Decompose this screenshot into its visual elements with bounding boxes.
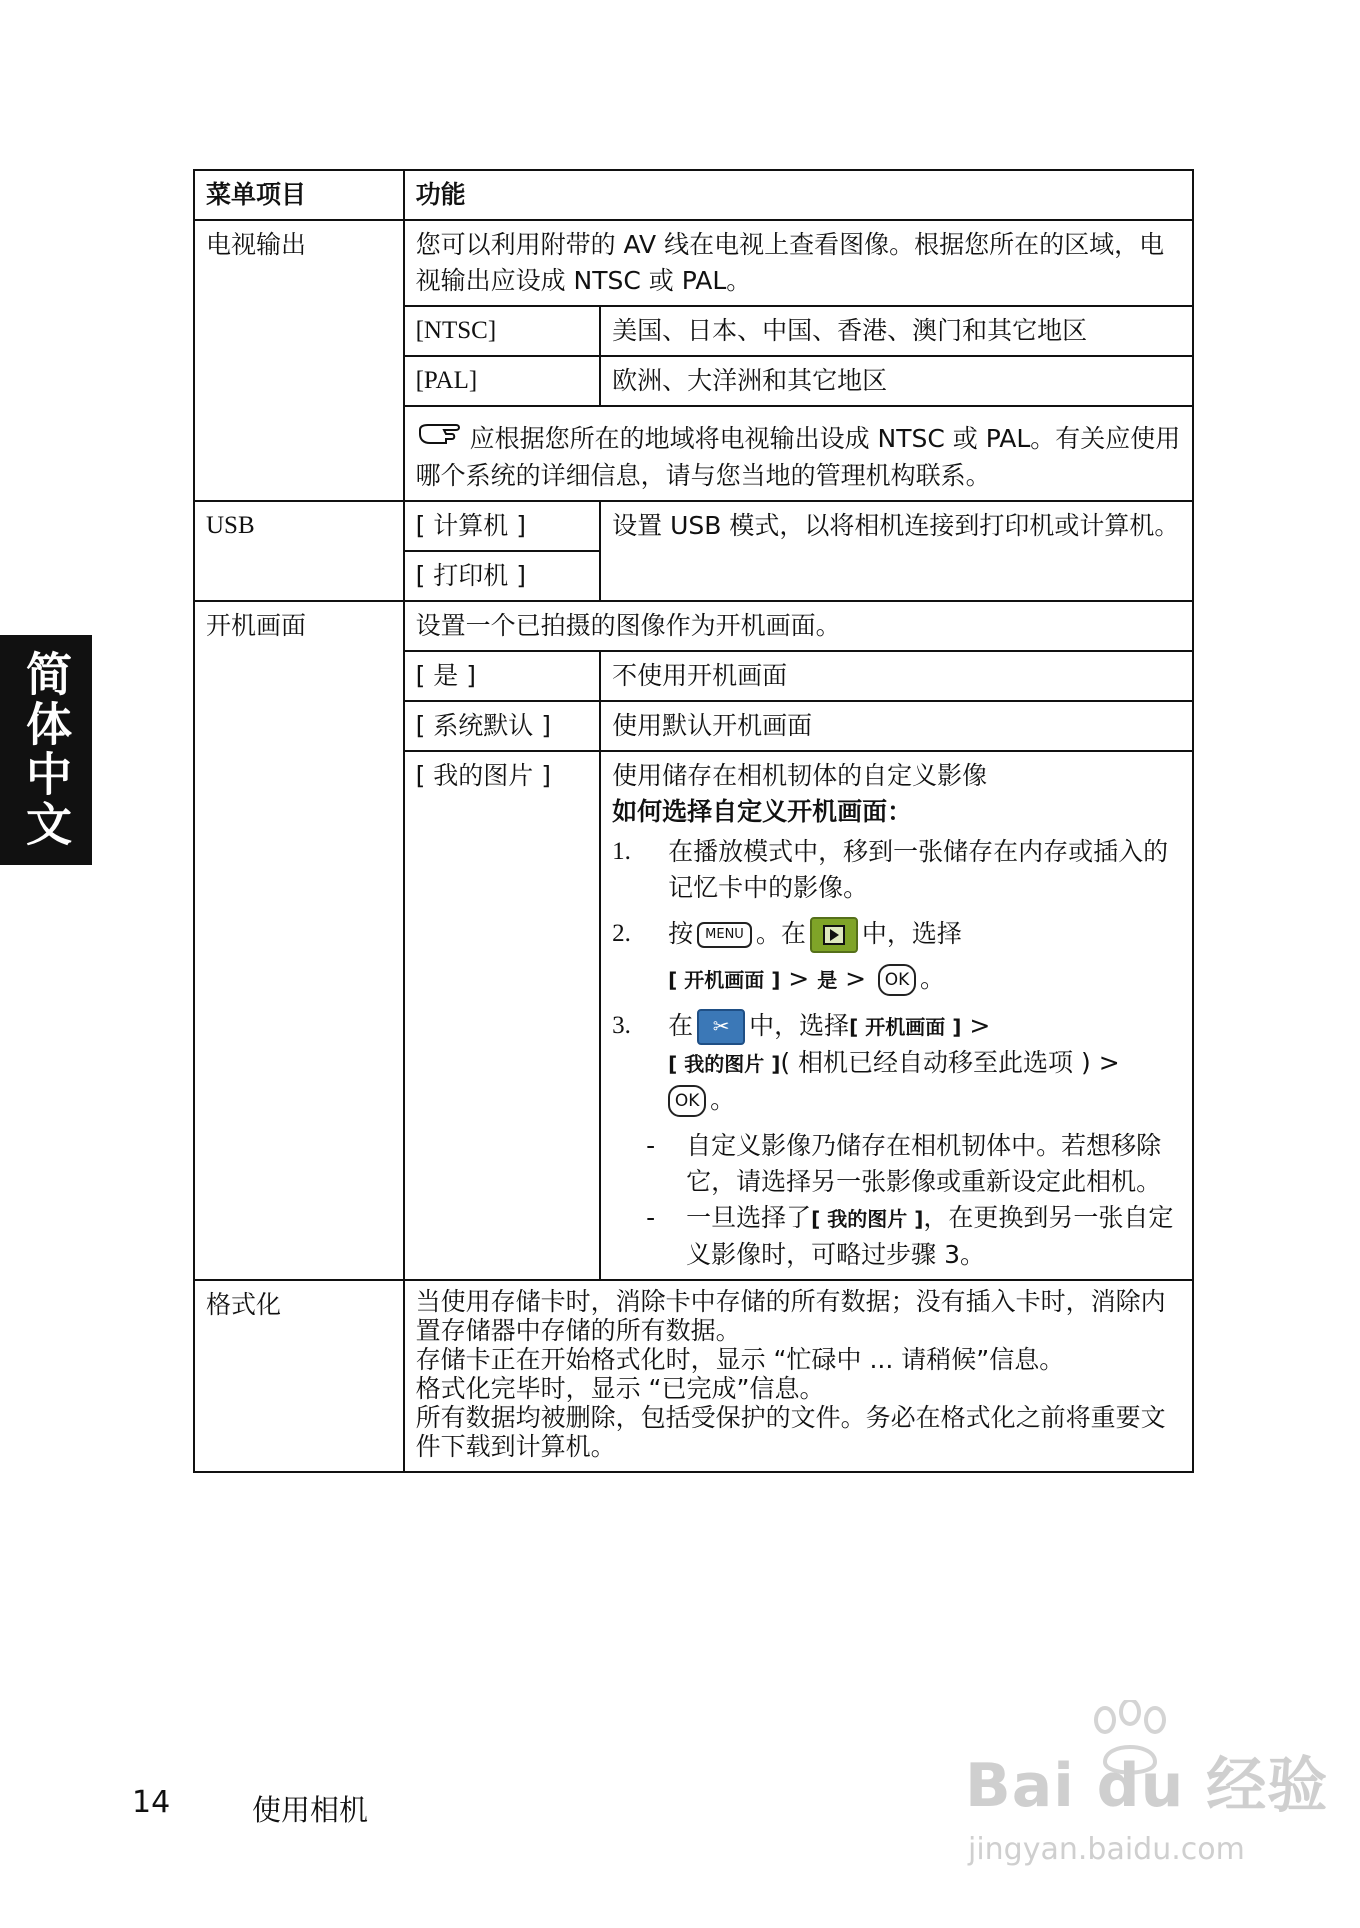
step-bold-label: 是 [817, 968, 838, 992]
step-text [668, 1008, 1181, 1118]
step-text-part: ( 相机已经自动移至此选项 ) > [780, 1048, 1120, 1077]
format-line: 当使用存储卡时，消除卡中存储的所有数据；没有插入卡时，消除内置存储器中存储的所有数据。 [415, 1287, 1166, 1345]
option-yes: [ 是 ] [404, 651, 601, 701]
howto-steps [612, 834, 1181, 1118]
language-side-tab [0, 635, 92, 865]
table-row [194, 1280, 1193, 1472]
step-3 [612, 1008, 1181, 1118]
tv-output-desc: 您可以利用附带的 AV 线在电视上查看图像。根据您所在的区域，电视输出应设成 NTSC 或 PAL。 [404, 220, 1193, 306]
step-number: 3. [612, 1012, 631, 1039]
step-text: 在播放模式中，移到一张储存在内存或插入的记忆卡中的影像。 [668, 837, 1169, 902]
option-system-default-desc: 使用默认开机画面 [600, 701, 1193, 751]
howto-title: 如何选择自定义开机画面： [612, 797, 913, 826]
usb-desc: 设置 USB 模式，以将相机连接到打印机或计算机。 [600, 501, 1193, 601]
option-yes-desc: 不使用开机画面 [600, 651, 1193, 701]
section-title: 使用相机 [252, 1793, 369, 1827]
format-desc [404, 1280, 1193, 1472]
step-bold-label: [ 我的图片 ] [668, 1052, 781, 1076]
format-line: 格式化完毕时，显示 “已完成”信息。 [415, 1374, 825, 1403]
step-2 [612, 916, 1181, 998]
step-text-part: 。在 [755, 919, 806, 948]
option-ntsc-desc: 美国、日本、中国、香港、澳门和其它地区 [600, 306, 1193, 356]
note-text-part: 一旦选择了 [686, 1203, 812, 1232]
step-text-part: > [780, 964, 818, 993]
note-item-text: 自定义影像乃储存在相机韧体中。若想移除它，请选择另一张影像或重新设定此相机。 [686, 1131, 1162, 1196]
option-my-picture-desc [600, 751, 1193, 1280]
step-text-part: 在 [668, 1011, 694, 1040]
ok-button-icon: OK [878, 964, 916, 996]
pointing-hand-icon [416, 422, 466, 458]
page-number: 14 [132, 1785, 171, 1820]
step-number: 2. [612, 920, 631, 947]
startup-label: 开机画面 [194, 601, 404, 1280]
watermark-url: jingyan.baidu.com [968, 1832, 1245, 1867]
step-bold-label: [ 开机画面 ] [668, 968, 781, 992]
table-row [194, 601, 1193, 651]
option-my-picture: [ 我的图片 ] [404, 751, 601, 1280]
step-bold-label: [ 开机画面 ] [849, 1015, 962, 1039]
option-pal-desc: 欧洲、大洋洲和其它地区 [600, 356, 1193, 406]
note-bold-label: [ 我的图片 ] [811, 1207, 924, 1231]
table-row [194, 220, 1193, 306]
header-function: 功能 [404, 170, 1193, 220]
step-text-part: 。 [710, 1085, 736, 1114]
format-line: 存储卡正在开始格式化时，显示 “忙碌中 ... 请稍候”信息。 [415, 1345, 1065, 1374]
step-text-part: 。 [920, 964, 946, 993]
step-text-part: > [961, 1011, 991, 1040]
option-computer: [ 计算机 ] [404, 501, 601, 551]
step-number: 1. [612, 838, 631, 865]
watermark-brand: Bai du 经验 [965, 1751, 1329, 1821]
usb-label: USB [194, 501, 404, 601]
option-ntsc: [NTSC] [404, 306, 601, 356]
step-text-part: 中，选择 [749, 1011, 850, 1040]
step-text-part: > [837, 964, 875, 993]
table-row [194, 501, 1193, 551]
dash-bullet: - [646, 1131, 656, 1160]
side-tab-label: 简体中文 [19, 650, 73, 850]
notes-list [646, 1128, 1181, 1273]
note-item [646, 1128, 1181, 1200]
option-printer: [ 打印机 ] [404, 551, 601, 601]
dash-bullet: - [646, 1203, 656, 1232]
note-text: 应根据您所在的地域将电视输出设成 NTSC 或 PAL。有关应使用哪个系统的详细信息，请与您当地的管理机构联系。 [415, 424, 1181, 490]
startup-desc: 设置一个已拍摄的图像作为开机画面。 [404, 601, 1193, 651]
note-item [646, 1200, 1181, 1273]
option-pal: [PAL] [404, 356, 601, 406]
note-item-text [686, 1200, 1181, 1273]
menu-table [193, 169, 1194, 1473]
step-text-part: 中，选择 [861, 919, 962, 948]
tv-output-note [404, 406, 1193, 501]
playback-icon [810, 917, 858, 953]
option-system-default: [ 系统默认 ] [404, 701, 601, 751]
tv-output-label: 电视输出 [194, 220, 404, 501]
my-picture-value: 使用储存在相机韧体的自定义影像 [612, 761, 988, 790]
note-text-part: ，在更换到另一张自定义影像时，可略过步骤 3。 [686, 1203, 1174, 1269]
format-label: 格式化 [194, 1280, 404, 1472]
table-header-row [194, 170, 1193, 220]
step-text-part: 按 [668, 919, 694, 948]
step-text [668, 916, 1181, 998]
wrench-icon: ✂ [697, 1009, 745, 1045]
format-line: 所有数据均被删除，包括受保护的文件。务必在格式化之前将重要文件下载到计算机。 [415, 1403, 1166, 1461]
menu-button-icon: MENU [697, 922, 752, 948]
step-1 [612, 834, 1181, 906]
header-menu-item: 菜单项目 [194, 170, 404, 220]
ok-button-icon: OK [668, 1085, 706, 1117]
